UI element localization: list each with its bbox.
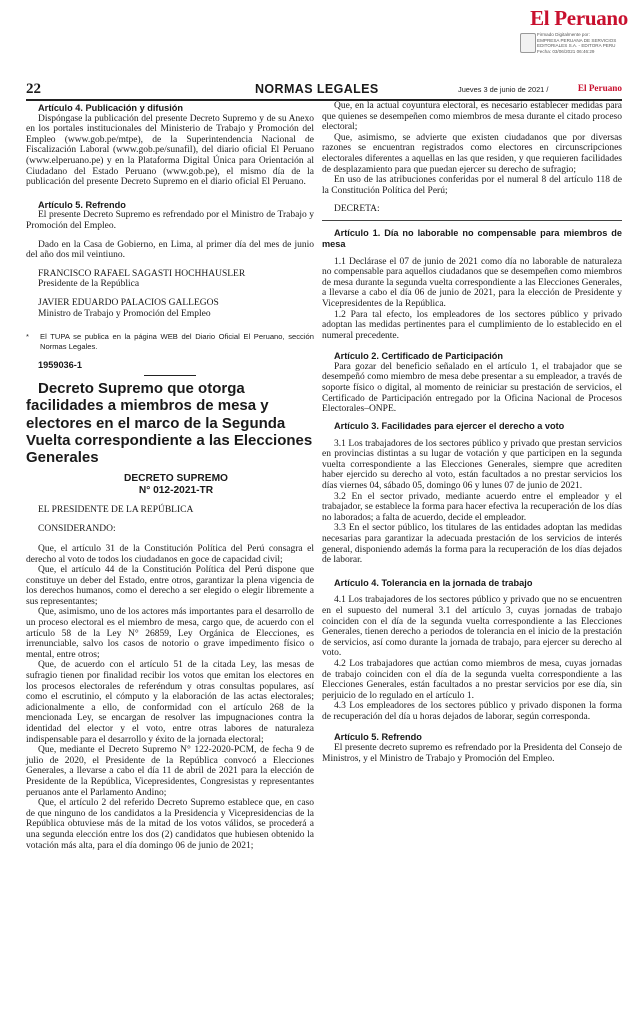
footnote bbox=[26, 332, 314, 352]
page-number: 22 bbox=[26, 81, 41, 97]
left-column bbox=[26, 101, 314, 851]
el-peruano-logo: El Peruano bbox=[530, 6, 628, 30]
considerando-label: CONSIDERANDO: bbox=[38, 524, 116, 535]
article-heading: Artículo 4. Publicación y difusión bbox=[38, 103, 183, 113]
decreta-label: DECRETA: bbox=[334, 204, 380, 215]
paragraph: En uso de las atribuciones conferidas por el numeral 8 del artículo 118 de la Constitución Política del Perú; bbox=[322, 175, 622, 196]
paragraph: 4.1 Los trabajadores de los sectores público y privado que no se encuentren en el supuesto del numeral 3.1 del artículo 3, cuyas jornadas de trabajo coinciden con el día de la segunda vuelta correspondiente a las Elecciones Generales, tienen derecho a periodos de tolerancia en el inicio de la prestación de servicios, así como durante la jornada de trabajo, para ejercer su derecho al voto. bbox=[322, 595, 622, 659]
decree-title: Decreto Supremo que otorga facilidades a miembros de mesa y electores en el marco de la Segunda Vuelta correspondiente a las Elecciones Generales bbox=[26, 379, 313, 467]
article-heading: Artículo 5. Refrendo bbox=[38, 199, 126, 210]
paragraph: Que, el artículo 2 del referido Decreto Supremo establece que, en caso de que ninguno de los candidatos a la Presidencia y Vicepresidencias de la República obtuviese más de la mitad de los votos válidos, se procederá a una segunda elección entre los dos (2) candidatos que hubiesen obtenido la votación más alta, para el día domingo 06 de junio de 2021; bbox=[26, 798, 314, 851]
divider bbox=[144, 375, 196, 376]
publication-code: 1959036-1 bbox=[38, 360, 82, 371]
signature-line: Firmado Digitalmente por: bbox=[537, 32, 590, 37]
footnote-text: El TUPA se publica en la página WEB del Diario Oficial El Peruano, sección Normas Legales. bbox=[40, 332, 314, 352]
header-brand: El Peruano bbox=[577, 83, 622, 93]
paragraph: Que, de acuerdo con el artículo 51 de la citada Ley, las mesas de sufragio tienen por finalidad recibir los votos que emitan los electores en los procesos electorales de referéndum y otras consultas populares, así como el escrutinio, el cómputo y la elaboración de las actas electorales; adicionalmente a ello, de conformidad con el artículo 268 de la mencionada Ley, se encargan de resolver las impugnaciones contra la identidad del elector y el voto, entre otras labores de naturaleza indispensable para el desarrollo y éxito de la jornada electoral; bbox=[26, 660, 314, 745]
paragraph: El presente decreto supremo es refrendado por la Presidenta del Consejo de Ministros, y el Ministro de Trabajo y Promoción del Empleo. bbox=[322, 743, 622, 764]
decree-number: N° 012-2021-TR bbox=[138, 484, 214, 496]
signature-line: EMPRESA PERUANA DE SERVICIOS bbox=[537, 37, 617, 43]
footnote-marker: * bbox=[26, 332, 29, 342]
paragraph: Dado en la Casa de Gobierno, en Lima, al primer día del mes de junio del año dos mil veintiuno. bbox=[26, 239, 314, 261]
digital-signature-icon bbox=[520, 33, 536, 53]
paragraph: 3.1 Los trabajadores de los sectores público y privado que prestan servicios en provincias distintas a su lugar de votación y que participen en la segunda vuelta correspondiente a las Elecciones Generales, siempre que acrediten haber ejercido su derecho al voto, están facultados a no prestar servicios los días viernes 04, sábado 05, domingo 06 y lunes 07 de junio de 2021. bbox=[322, 438, 622, 492]
paragraph: Que, asimismo, se advierte que existen ciudadanos que por diversas razones se encuentran registrados como electores en circunscripciones electorales diferentes a aquellas en las que residen, y que requieren facilidades de desplazamiento para que puedan ejercer su derecho de sufragio; bbox=[322, 132, 622, 175]
signatory-name: JAVIER EDUARDO PALACIOS GALLEGOS bbox=[38, 297, 219, 308]
paragraph: Para gozar del beneficio señalado en el artículo 1, el trabajador que se desempeñó como miembro de mesa debe presentar a su empleador, a través de soporte físico o digital, al momento de reiniciar su prestación de servicios, el Certificado de Participación entregado por la Oficina Nacional de Procesos Electorales–ONPE. bbox=[322, 361, 622, 415]
paragraph: 4.2 Los trabajadores que actúan como miembros de mesa, cuyas jornadas de trabajo coinciden con el día de la segunda vuelta correspondiente a las Elecciones Generales, están facultados a no prestar servicios por ese día, sin perjuicio de lo regulado en el artículo 1. bbox=[322, 658, 622, 701]
paragraph: 4.3 Los empleadores de los sectores público y privado disponen la forma de recuperación del día u horas dejados de laborar, según corresponda. bbox=[322, 701, 622, 722]
issuer: EL PRESIDENTE DE LA REPÚBLICA bbox=[38, 504, 194, 515]
article-heading: Artículo 2. Certificado de Participación bbox=[334, 351, 503, 362]
publication-date: Jueves 3 de junio de 2021 / bbox=[458, 85, 549, 94]
paragraph: Que, mediante el Decreto Supremo N° 122-2020-PCM, de fecha 9 de julio de 2020, el Presidente de la República convocó a Elecciones Generales, a llevarse a cabo el día 11 de abril de 2021 para la elección de Presidente de la República, Vicepresidentes, Congresistas y representantes peruanos ante el Parlamento Andino; bbox=[26, 745, 314, 798]
decree-type: DECRETO SUPREMO bbox=[124, 472, 228, 484]
paragraph: El presente Decreto Supremo es refrendado por el Ministro de Trabajo y Promoción del Empleo. bbox=[26, 210, 314, 231]
article-heading: Artículo 3. Facilidades para ejercer el derecho a voto bbox=[334, 420, 565, 431]
signatory-role: Presidente de la República bbox=[38, 279, 140, 290]
paragraph: Que, el artículo 31 de la Constitución Política del Perú consagra el derecho al voto de todos los ciudadanos en goce de capacidad civil; bbox=[26, 543, 314, 565]
article-heading: Artículo 1. Día no laborable no compensable para miembros de mesa bbox=[322, 227, 622, 249]
paragraph: Que, el artículo 44 de la Constitución Política del Perú dispone que constituye un deber del Estado, entre otros, garantizar la plena vigencia de los derechos humanos, como el derecho a ser elegido o elegir libremente a sus representantes; bbox=[26, 565, 314, 607]
signatory-role: Ministro de Trabajo y Promoción del Empleo bbox=[38, 308, 211, 319]
paragraph: Dispóngase la publicación del presente Decreto Supremo y de su Anexo en los portales institucionales del Ministerio de Trabajo y Promoción del Empleo (www.gob.pe/mtpe), de la Superintendencia Nacional de Fiscalización Laboral (www.gob.pe/sunafil), del diario oficial El Peruano (www.elperuano.pe) y en la Plataforma Digital Única para Orientación al Ciudadano del Estado Peruano (www.gob.pe), el mismo día de la publicación del presente Decreto Supremo en el diario oficial El Peruano. bbox=[26, 113, 314, 188]
signature-line: Fecha: 03/06/2021 06:46:29 bbox=[537, 48, 595, 54]
signatory-name: FRANCISCO RAFAEL SAGASTI HOCHHAUSLER bbox=[38, 268, 246, 279]
article-heading: Artículo 5. Refrendo bbox=[334, 732, 422, 743]
article-heading: Artículo 4. Tolerancia en la jornada de trabajo bbox=[334, 577, 533, 588]
page-header bbox=[26, 81, 622, 97]
section-title: NORMAS LEGALES bbox=[255, 82, 379, 96]
paragraph: 3.2 En el sector privado, mediante acuerdo entre el empleador y el trabajador, se establece la forma para hacer efectiva la recuperación de los días no laborados; a falta de acuerdo, decide el empleador. bbox=[322, 491, 622, 523]
paragraph: 3.3 En el sector público, los titulares de las entidades adoptan las medidas necesarias para garantizar la adecuada prestación de los servicios de interés general, disponiendo además la forma para la recuperación de los días dejados de laborar. bbox=[322, 523, 622, 566]
paragraph: Que, asimismo, uno de los actores más importantes para el desarrollo de un proceso electoral es el miembro de mesa, cargo que, de acuerdo con el artículo 58 de la Ley N° 26859, Ley Orgánica de Elecciones, es irrenunciable, salvo los casos de notorio o grave impedimento físico o mental, entre otros; bbox=[26, 607, 314, 660]
right-column bbox=[322, 101, 622, 764]
signature-line: EDITORIALES S.A. - EDITORA PERU bbox=[537, 43, 616, 49]
digital-signature-stamp bbox=[537, 32, 637, 54]
paragraph: Que, en la actual coyuntura electoral, es necesario establecer medidas para que quienes se desempeñen como miembros de mesa durante el citado proceso electoral; bbox=[322, 101, 622, 133]
masthead bbox=[0, 0, 642, 80]
paragraph: 1.1 Declárase el 07 de junio de 2021 como día no laborable de naturaleza no compensable para aquellos ciudadanos que se desempeñen como miembros de mesa durante la segunda vuelta correspondiente a las Elecciones Generales, a llevarse a cabo el día 06 de junio de 2021, para la elección de Presidente y Vicepresidentes de la República. bbox=[322, 256, 622, 309]
divider bbox=[322, 220, 622, 221]
paragraph: 1.2 Para tal efecto, los empleadores de los sectores público y privado adoptan las medidas pertinentes para el cumplimiento de lo establecido en el numeral precedente. bbox=[322, 309, 622, 341]
